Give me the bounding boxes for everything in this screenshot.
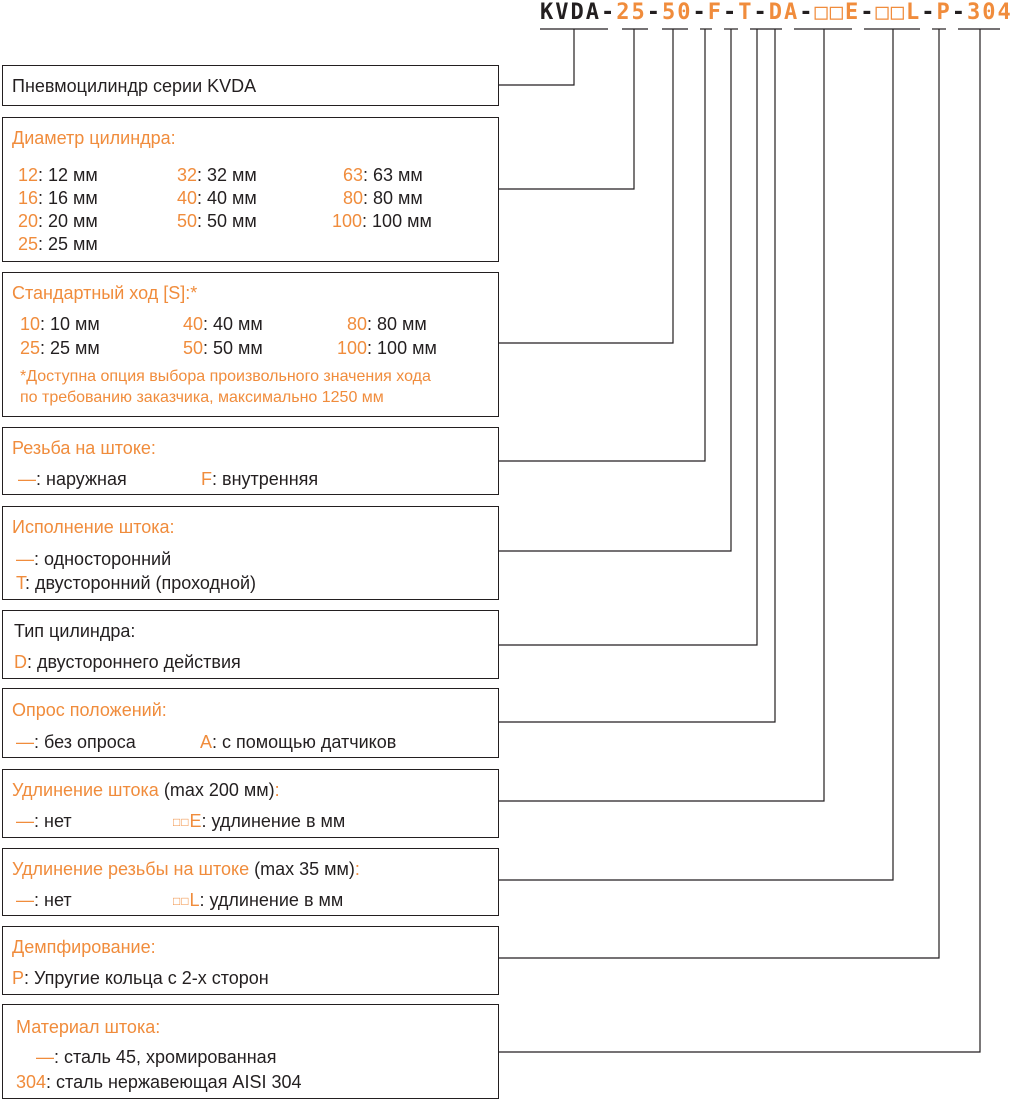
code-material: 304 <box>966 0 1013 25</box>
rod-design-title: Исполнение штока: <box>12 517 175 537</box>
stroke-box <box>2 272 499 417</box>
rod-thread-box <box>2 427 499 495</box>
order-code <box>540 0 1013 30</box>
rod-thread-title: Резьба на штоке: <box>12 438 156 458</box>
code-thread: F <box>707 0 723 25</box>
code-separator: - <box>921 0 937 25</box>
cushioning-option: P: Упругие кольца с 2-х сторон <box>12 968 269 988</box>
code-cushion: P <box>936 0 952 25</box>
rod-extension-option: □□E: удлинение в мм <box>173 811 346 831</box>
stroke-option: 25: 25 мм <box>20 338 100 358</box>
thread-extension-option: —: нет <box>16 890 72 910</box>
code-separator: - <box>860 0 876 25</box>
diameter-option: 20: 20 мм <box>18 211 98 231</box>
stroke-option: 10: 10 мм <box>20 314 100 334</box>
cushioning-box <box>2 926 499 995</box>
rod-design-option: T: двусторонний (проходной) <box>16 573 257 593</box>
diameter-title: Диаметр цилиндра: <box>12 128 176 148</box>
rod-extension-title: Удлинение штока (max 200 мм): <box>12 780 280 800</box>
rod-material-box <box>2 1004 499 1099</box>
code-diameter: 25 <box>616 0 647 25</box>
cylinder-type-option: D: двустороннего действия <box>14 652 241 672</box>
series-title: Пневмоцилиндр серии KVDA <box>12 76 257 96</box>
diameter-option: 80: 80 мм <box>343 188 423 208</box>
rod-design-box <box>2 506 499 600</box>
code-separator: - <box>600 0 617 25</box>
rod-design-option: —: односторонний <box>16 549 172 569</box>
stroke-option: 100: 100 мм <box>337 338 437 358</box>
stroke-option: 50: 50 мм <box>183 338 263 358</box>
diameter-option: 25: 25 мм <box>18 234 98 254</box>
sensing-box <box>2 688 499 758</box>
thread-extension-box <box>2 848 499 916</box>
code-thread-ext: □□L <box>875 0 922 25</box>
diameter-option: 100: 100 мм <box>332 211 432 231</box>
cylinder-type-title: Тип цилиндра: <box>14 621 136 641</box>
code-stroke: 50 <box>661 0 693 25</box>
diameter-option: 32: 32 мм <box>177 165 257 185</box>
diameter-option: 40: 40 мм <box>177 188 257 208</box>
code-rod-ext: □□E <box>814 0 861 25</box>
stroke-note: *Доступна опция выбора произвольного значения хода <box>20 368 431 385</box>
stroke-title: Стандартный ход [S]:* <box>12 283 198 303</box>
code-separator: - <box>799 0 815 25</box>
stroke-option: 80: 80 мм <box>347 314 427 334</box>
stroke-option: 40: 40 мм <box>183 314 263 334</box>
diameter-option: 63: 63 мм <box>343 165 423 185</box>
sensing-option: —: без опроса <box>16 732 136 752</box>
cylinder-type-box <box>2 610 499 679</box>
rod-extension-box <box>2 769 499 838</box>
diameter-option: 12: 12 мм <box>18 165 98 185</box>
diameter-box <box>2 117 499 262</box>
sensing-title: Опрос положений: <box>12 700 167 720</box>
series-box <box>2 65 499 106</box>
code-separator: - <box>646 0 662 25</box>
code-rod-design: T <box>738 0 754 25</box>
rod-material-option: 304: сталь нержавеющая AISI 304 <box>16 1072 302 1092</box>
rod-extension-option: —: нет <box>16 811 72 831</box>
sensing-option: A: с помощью датчиков <box>200 732 397 752</box>
thread-extension-title: Удлинение резьбы на штоке (max 35 мм): <box>12 859 360 879</box>
diameter-option: 16: 16 мм <box>18 188 98 208</box>
code-separator: - <box>951 0 967 25</box>
diameter-option: 50: 50 мм <box>177 211 257 231</box>
code-type: DA <box>768 0 800 25</box>
rod-material-title: Материал штока: <box>16 1017 161 1037</box>
rod-material-option: —: сталь 45, хромированная <box>36 1047 277 1067</box>
rod-thread-option: —: наружная <box>18 469 127 489</box>
stroke-note: по требованию заказчика, максимально 1250 мм <box>20 389 384 406</box>
code-separator: - <box>722 0 739 25</box>
rod-thread-option: F: внутренняя <box>201 469 319 489</box>
code-separator: - <box>753 0 769 25</box>
thread-extension-option: □□L: удлинение в мм <box>173 890 344 910</box>
code-separator: - <box>692 0 708 25</box>
cushioning-title: Демпфирование: <box>12 937 156 957</box>
code-prefix: KVDA <box>540 0 601 25</box>
